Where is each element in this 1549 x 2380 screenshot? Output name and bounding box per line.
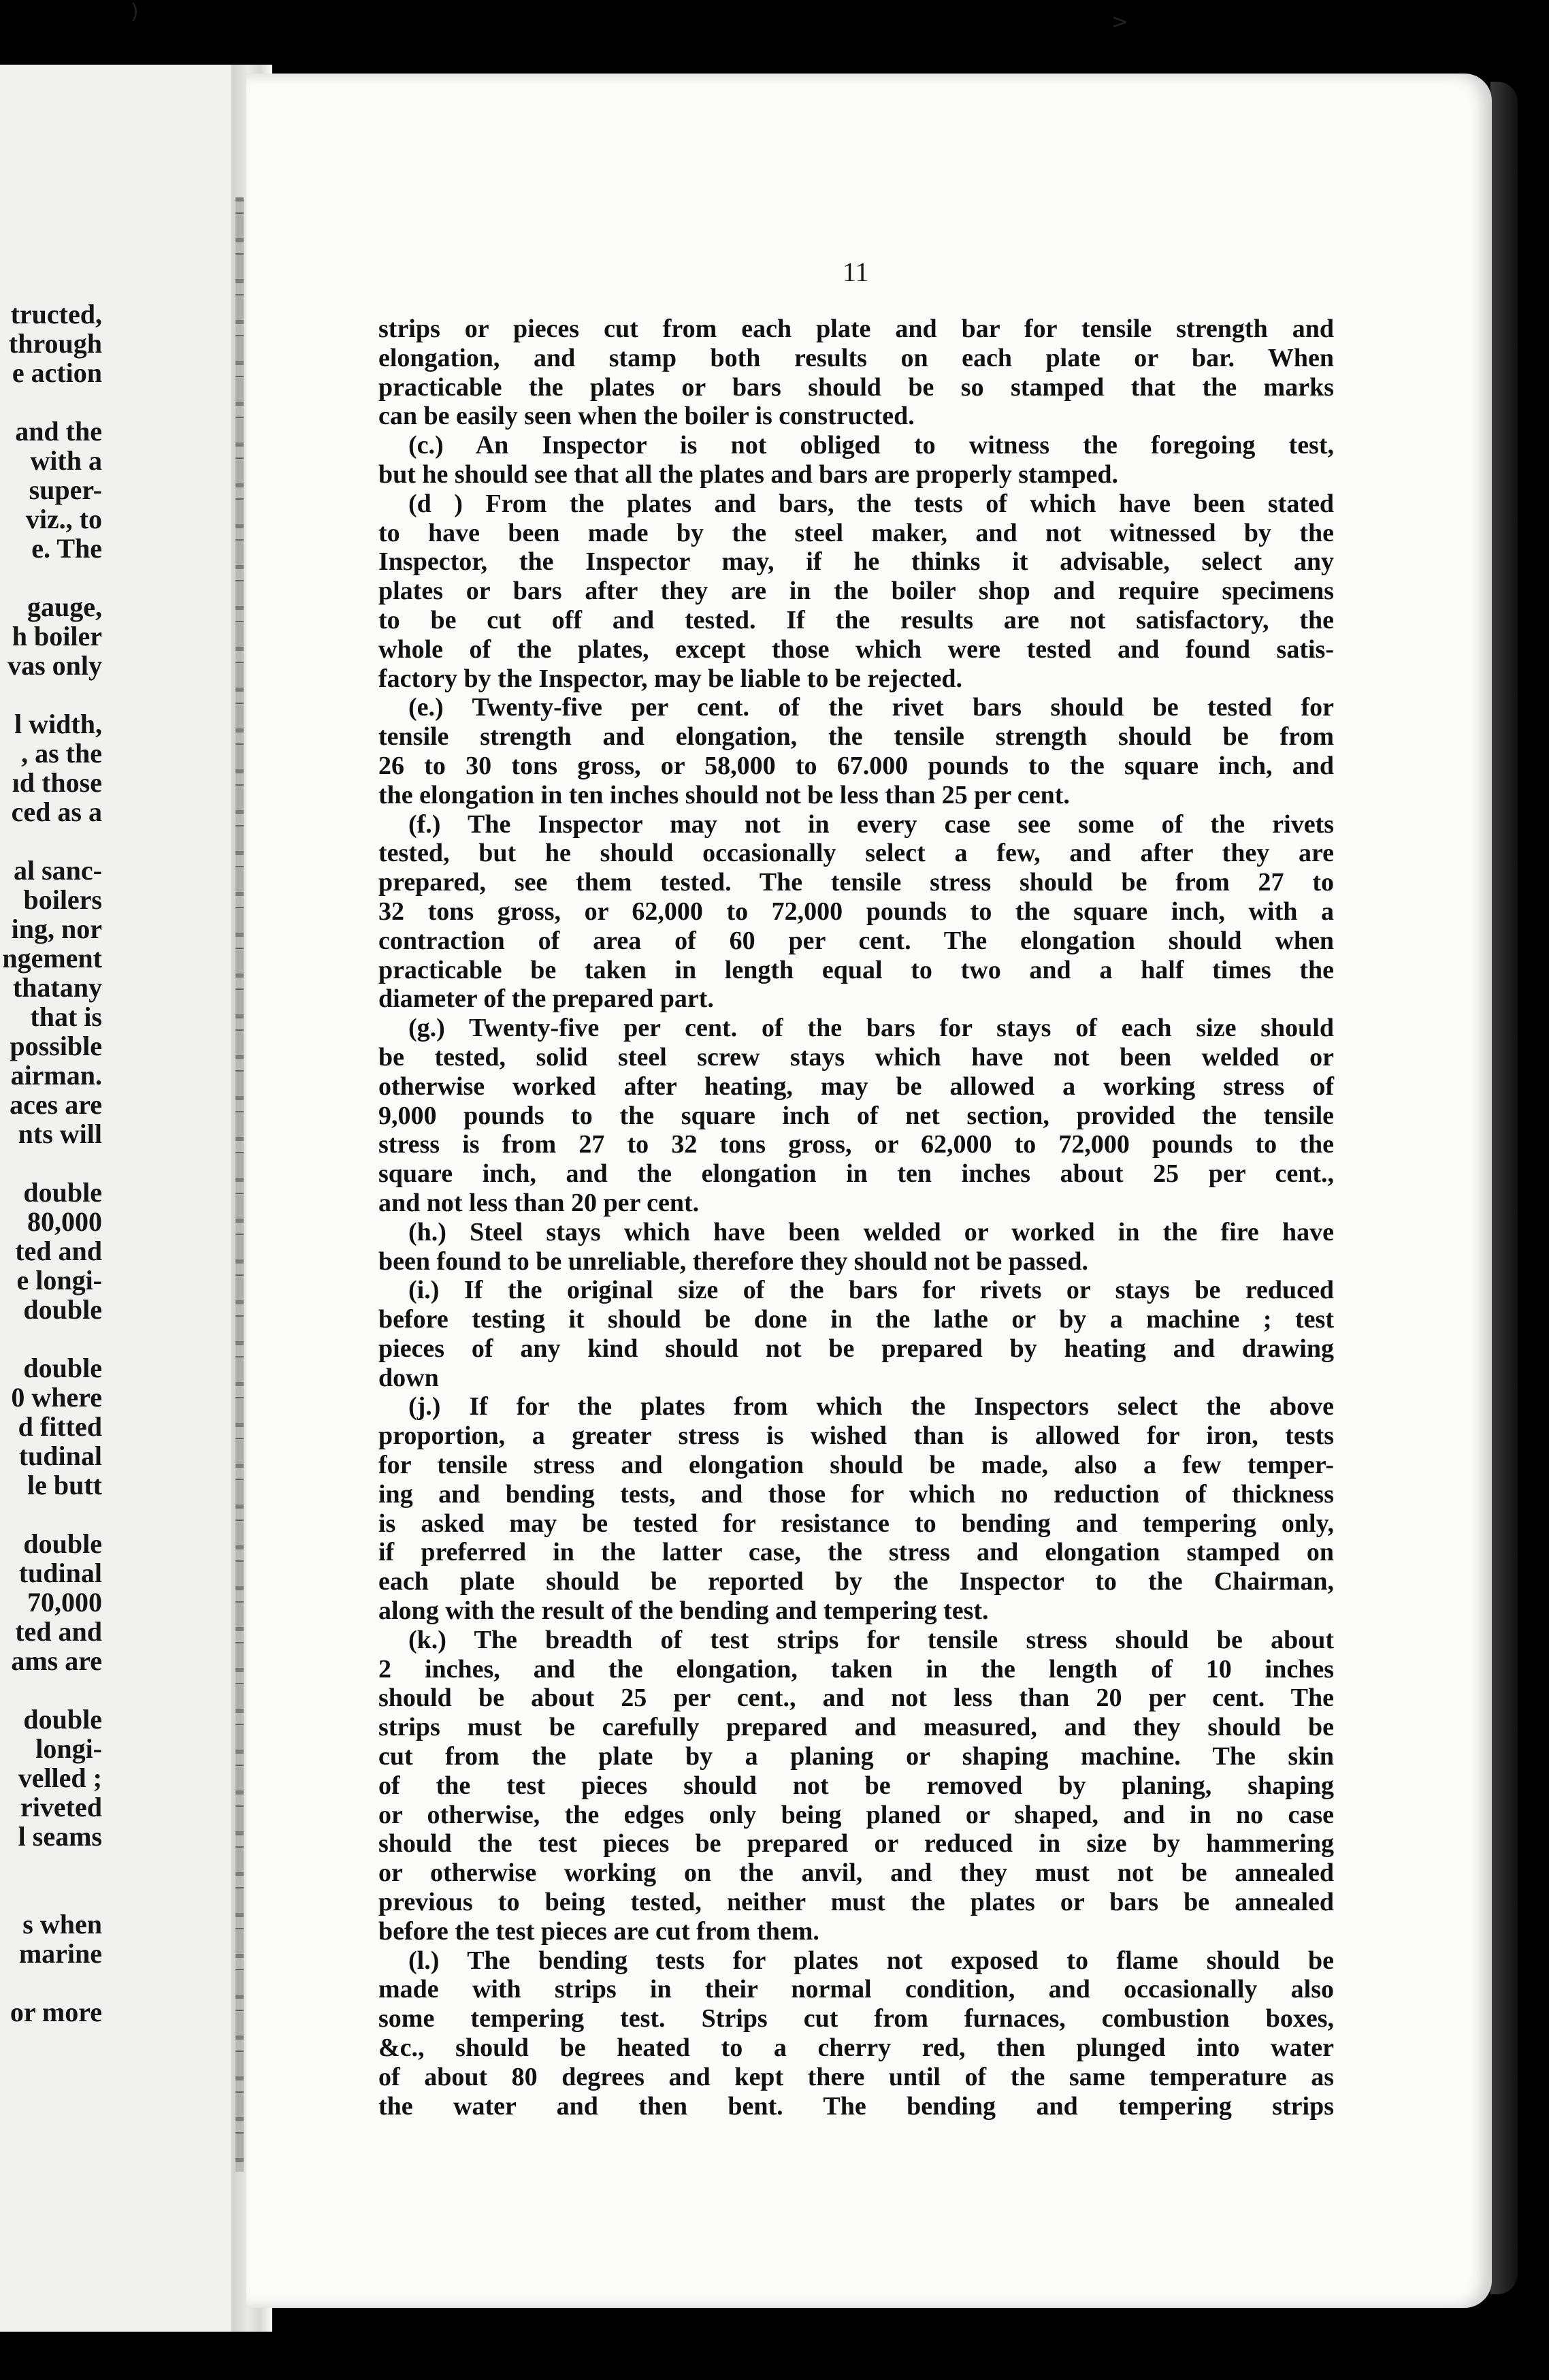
text-line: should the test pieces be prepared or reduced in size by hammering <box>378 1829 1334 1859</box>
text-line: should be about 25 per cent., and not less than 20 per cent. The <box>378 1684 1334 1713</box>
page-number: 11 <box>843 257 869 287</box>
text-line: whole of the plates, except those which were tested and found satis- <box>378 634 1334 664</box>
text-line: of about 80 degrees and kept there until of the same temperature as <box>378 2062 1334 2091</box>
left-page-fragment: double <box>23 1177 102 1208</box>
left-page-fragment: thatany <box>12 972 102 1003</box>
left-page-fragment: ted and <box>15 1616 102 1647</box>
text-line: elongation, and stamp both results on each plate or bar. When <box>378 343 1334 372</box>
text-line: ing and bending tests, and those for which no reduction of thickness <box>378 1479 1334 1509</box>
left-page-fragment: or more <box>10 1997 102 2027</box>
text-line: Inspector, the Inspector may, if he thinks it advisable, select any <box>378 547 1334 577</box>
text-line: prepared, see them tested. The tensile stress should be from 27 to <box>378 868 1334 897</box>
text-line: some tempering test. Strips cut from furnaces, combustion boxes, <box>378 2004 1334 2033</box>
left-page-fragment: tudinal <box>18 1441 102 1471</box>
left-page-fragment: e. The <box>31 533 102 564</box>
left-page-fragment: al sanc- <box>14 855 102 886</box>
body-text <box>378 315 1334 2121</box>
text-line: 32 tons gross, or 62,000 to 72,000 pounds to the square inch, with a <box>378 897 1334 926</box>
left-page-fragment: e longi- <box>16 1265 102 1296</box>
left-page-fragment: h boiler <box>12 621 102 652</box>
text-line: contraction of area of 60 per cent. The elongation should when <box>378 926 1334 955</box>
text-line: (g.) Twenty-five per cent. of the bars for stays of each size should <box>408 1014 1334 1043</box>
text-line: &c., should be heated to a cherry red, then plunged into water <box>378 2033 1334 2063</box>
text-line: of the test pieces should not be removed by planing, shaping <box>378 1771 1334 1800</box>
text-line: practicable be taken in length equal to two and a half times the <box>378 955 1334 984</box>
text-line: square inch, and the elongation in ten inches about 25 per cent., <box>378 1159 1334 1189</box>
left-page-fragment: and the <box>15 416 102 447</box>
page-edge <box>1490 82 1518 2294</box>
text-line: factory by the Inspector, may be liable to be rejected. <box>378 664 963 693</box>
left-page-fragment: double <box>23 1704 102 1735</box>
text-line: can be easily seen when the boiler is constructed. <box>378 402 915 431</box>
text-line: plates or bars after they are in the boiler shop and require specimens <box>378 577 1334 606</box>
text-line: the water and then bent. The bending and tempering strips <box>378 2091 1334 2121</box>
text-line: 26 to 30 tons gross, or 58,000 to 67.000 pounds to the square inch, and <box>378 751 1334 780</box>
text-line: cut from the plate by a planing or shaping machine. The skin <box>378 1742 1334 1771</box>
left-page-fragment: super- <box>29 475 102 505</box>
left-page-fragment: ing, nor <box>11 914 102 944</box>
left-page-fragment: ngement <box>2 943 102 974</box>
text-line: or otherwise, the edges only being planed or shaped, and in no case <box>378 1800 1334 1829</box>
left-page-fragment: through <box>8 328 102 359</box>
left-page-fragment: s when <box>22 1909 102 1940</box>
left-page-fragment: 80,000 <box>27 1206 102 1237</box>
text-line: down <box>378 1363 439 1392</box>
text-line: made with strips in their normal condition, and occasionally also <box>378 1975 1334 2004</box>
left-page-fragment: ıd those <box>12 767 102 798</box>
left-page-fragment: nts will <box>18 1119 102 1149</box>
text-line: previous to being tested, neither must the plates or bars be annealed <box>378 1888 1334 1917</box>
text-line: (c.) An Inspector is not obliged to witness the foregoing test, <box>408 431 1334 460</box>
left-page-fragment: aces are <box>10 1089 102 1120</box>
left-page-fragment: velled ; <box>18 1763 102 1793</box>
text-line: before the test pieces are cut from them. <box>378 1916 819 1946</box>
text-line: (i.) If the original size of the bars for rivets or stays be reduced <box>408 1276 1334 1305</box>
left-page-fragment: 70,000 <box>27 1587 102 1618</box>
left-page-fragment: l seams <box>18 1821 102 1852</box>
binding-thread <box>235 197 244 2172</box>
text-line: is asked may be tested for resistance to bending and tempering only, <box>378 1509 1334 1538</box>
text-line: (h.) Steel stays which have been welded or worked in the fire have <box>408 1217 1334 1247</box>
text-line: (j.) If for the plates from which the Inspectors select the above <box>408 1392 1334 1421</box>
text-line: tensile strength and elongation, the tensile strength should be from <box>378 722 1334 752</box>
left-page-fragment: double <box>23 1294 102 1325</box>
left-page-fragment: vas only <box>7 650 102 681</box>
left-page <box>0 65 245 2332</box>
text-line: each plate should be reported by the Inspector to the Chairman, <box>378 1567 1334 1596</box>
left-page-fragment: , as the <box>21 738 102 769</box>
left-page-fragment: gauge, <box>27 592 102 622</box>
text-line: been found to be unreliable, therefore they should not be passed. <box>378 1247 1088 1276</box>
left-page-fragment: ted and <box>15 1236 102 1266</box>
text-line: and not less than 20 per cent. <box>378 1188 700 1217</box>
text-line: along with the result of the bending and tempering test. <box>378 1596 989 1626</box>
text-line: to have been made by the steel maker, and not witnessed by the <box>378 518 1334 547</box>
text-line: practicable the plates or bars should be so stamped that the marks <box>378 372 1334 402</box>
text-line: strips must be carefully prepared and measured, and they should be <box>378 1713 1334 1742</box>
text-line: to be cut off and tested. If the results are not satisfactory, the <box>378 605 1334 634</box>
left-page-fragment: double <box>23 1528 102 1559</box>
text-line: (l.) The bending tests for plates not exposed to flame should be <box>408 1946 1334 1975</box>
left-page-fragment: boilers <box>23 884 102 915</box>
text-line: proportion, a greater stress is wished than is allowed for iron, tests <box>378 1421 1334 1451</box>
left-page-fragment: e action <box>12 357 102 388</box>
left-page-fragment: double <box>23 1353 102 1383</box>
left-page-fragment: riveted <box>20 1792 102 1822</box>
left-page-fragment: le butt <box>27 1470 102 1500</box>
left-page-fragment: viz., to <box>25 504 102 534</box>
left-page-fragment: longi- <box>35 1733 102 1764</box>
text-line: stress is from 27 to 32 tons gross, or 62,000 to 72,000 pounds to the <box>378 1130 1334 1159</box>
text-line: if preferred in the latter case, the stress and elongation stamped on <box>378 1538 1334 1567</box>
text-line: tested, but he should occasionally select a few, and after they are <box>378 839 1334 868</box>
text-line: otherwise worked after heating, may be allowed a working stress of <box>378 1072 1334 1101</box>
left-page-fragment: that is <box>30 1001 102 1032</box>
text-line: for tensile stress and elongation should be made, also a few temper- <box>378 1451 1334 1480</box>
text-line: (d ) From the plates and bars, the tests of which have been stated <box>408 489 1334 518</box>
left-page-fragment: marine <box>18 1938 102 1969</box>
text-line: the elongation in ten inches should not be less than 25 per cent. <box>378 780 1070 809</box>
text-line: 9,000 pounds to the square inch of net section, provided the tensile <box>378 1101 1334 1130</box>
text-line: pieces of any kind should not be prepared by heating and drawing <box>378 1334 1334 1363</box>
left-page-fragment: possible <box>10 1031 102 1061</box>
left-page-fragment: d fitted <box>18 1411 102 1442</box>
text-line: or otherwise working on the anvil, and they must not be annealed <box>378 1859 1334 1888</box>
text-line: diameter of the prepared part. <box>378 984 714 1014</box>
scan-mark: > <box>1111 10 1129 34</box>
left-page-fragment: airman. <box>10 1060 102 1091</box>
text-line: (k.) The breadth of test strips for tensile stress should be about <box>408 1625 1334 1654</box>
text-line: strips or pieces cut from each plate and bar for tensile strength and <box>378 315 1334 343</box>
left-page-fragment: with a <box>30 445 102 476</box>
left-page-fragment: l width, <box>14 709 102 739</box>
left-page-fragment: ced as a <box>11 797 102 827</box>
text-line: be tested, solid steel screw stays which have not been welded or <box>378 1042 1334 1072</box>
text-line: (e.) Twenty-five per cent. of the rivet bars should be tested for <box>408 693 1334 722</box>
text-line: 2 inches, and the elongation, taken in the length of 10 inches <box>378 1654 1334 1684</box>
text-line: (f.) The Inspector may not in every case see some of the rivets <box>408 809 1334 839</box>
text-line: before testing it should be done in the lathe or by a machine ; test <box>378 1305 1334 1334</box>
left-page-fragment: tudinal <box>18 1558 102 1588</box>
scan-mark: ) <box>131 0 139 24</box>
left-page-fragment: 0 where <box>11 1382 102 1413</box>
left-page-fragment: ams are <box>11 1645 102 1676</box>
left-page-fragment: tructed, <box>10 299 102 329</box>
text-line: but he should see that all the plates and bars are properly stamped. <box>378 460 1118 489</box>
